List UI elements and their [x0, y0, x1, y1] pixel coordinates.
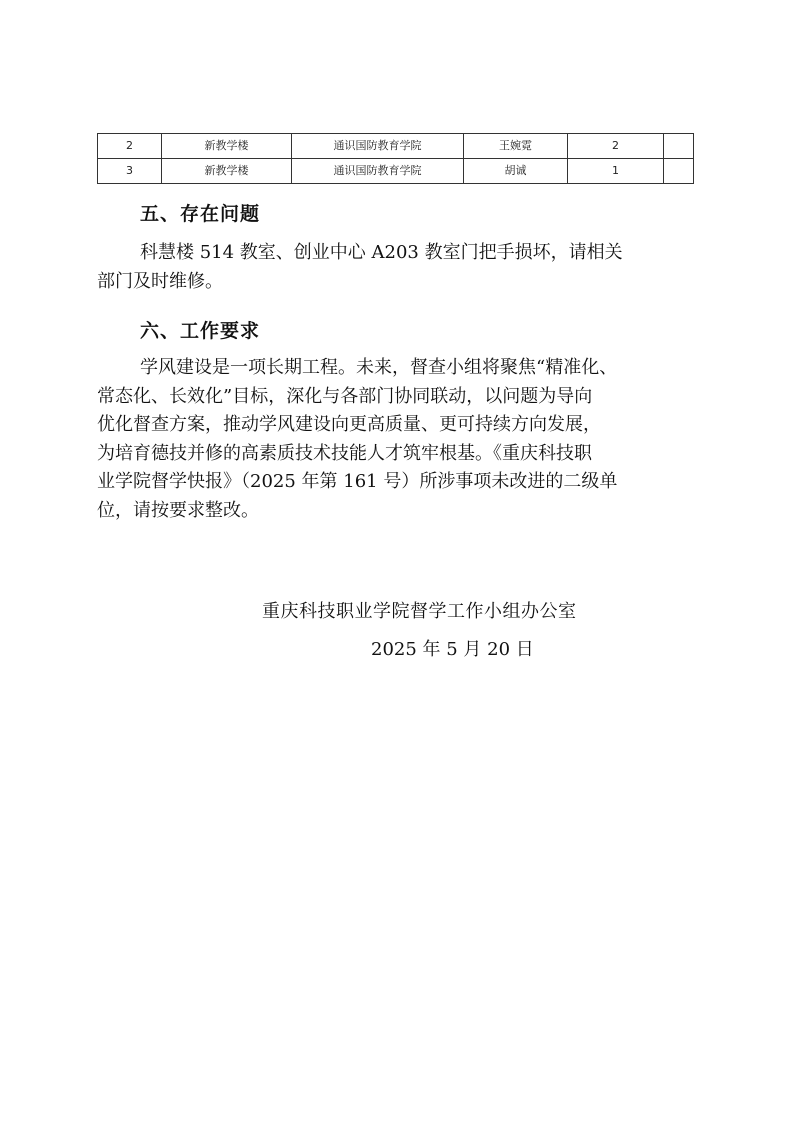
- paragraph-line: 优化督查方案，推动学风建设向更高质量、更可持续方向发展，: [97, 414, 601, 435]
- section-heading-issues: 五、存在问题: [140, 203, 261, 225]
- cell-count: 2: [568, 134, 664, 159]
- cell-note: [664, 134, 694, 159]
- cell-name: 王婉霓: [464, 134, 568, 159]
- cell-college: 通识国防教育学院: [292, 134, 464, 159]
- paragraph-line: 常态化、长效化”目标，深化与各部门协同联动，以问题为导向: [97, 385, 593, 407]
- paragraph-line: 学风建设是一项长期工程。未来，督查小组将聚焦“精准化、: [140, 357, 618, 378]
- section-issues-paragraph: [97, 239, 697, 296]
- table-row: [98, 159, 694, 184]
- table-row: [98, 134, 694, 159]
- paragraph-line: 部门及时维修。: [97, 270, 223, 292]
- cell-note: [664, 159, 694, 184]
- cell-name: 胡诚: [464, 159, 568, 184]
- cell-building: 新教学楼: [162, 134, 292, 159]
- cell-college: 通识国防教育学院: [292, 159, 464, 184]
- paragraph-line: 科慧楼 514 教室、创业中心 A203 教室门把手损坏，请相关: [140, 242, 623, 263]
- inspection-table-wrap: [97, 133, 693, 184]
- section-heading-requirements: 六、工作要求: [140, 320, 261, 342]
- signature-date: 2025 年 5 月 20 日: [371, 639, 534, 660]
- paragraph-line: 为培育德技并修的高素质技术技能人才筑牢根基。《重庆科技职: [97, 442, 592, 464]
- signature-office: 重庆科技职业学院督学工作小组办公室: [262, 601, 577, 622]
- cell-count: 1: [568, 159, 664, 184]
- inspection-table: [97, 133, 694, 184]
- paragraph-line: 位，请按要求整改。: [97, 499, 259, 521]
- cell-number: 2: [98, 134, 162, 159]
- section-requirements-paragraph: [97, 354, 697, 525]
- cell-building: 新教学楼: [162, 159, 292, 184]
- paragraph-line: 业学院督学快报》（2025 年第 161 号）所涉事项未改进的二级单: [97, 471, 618, 492]
- cell-number: 3: [98, 159, 162, 184]
